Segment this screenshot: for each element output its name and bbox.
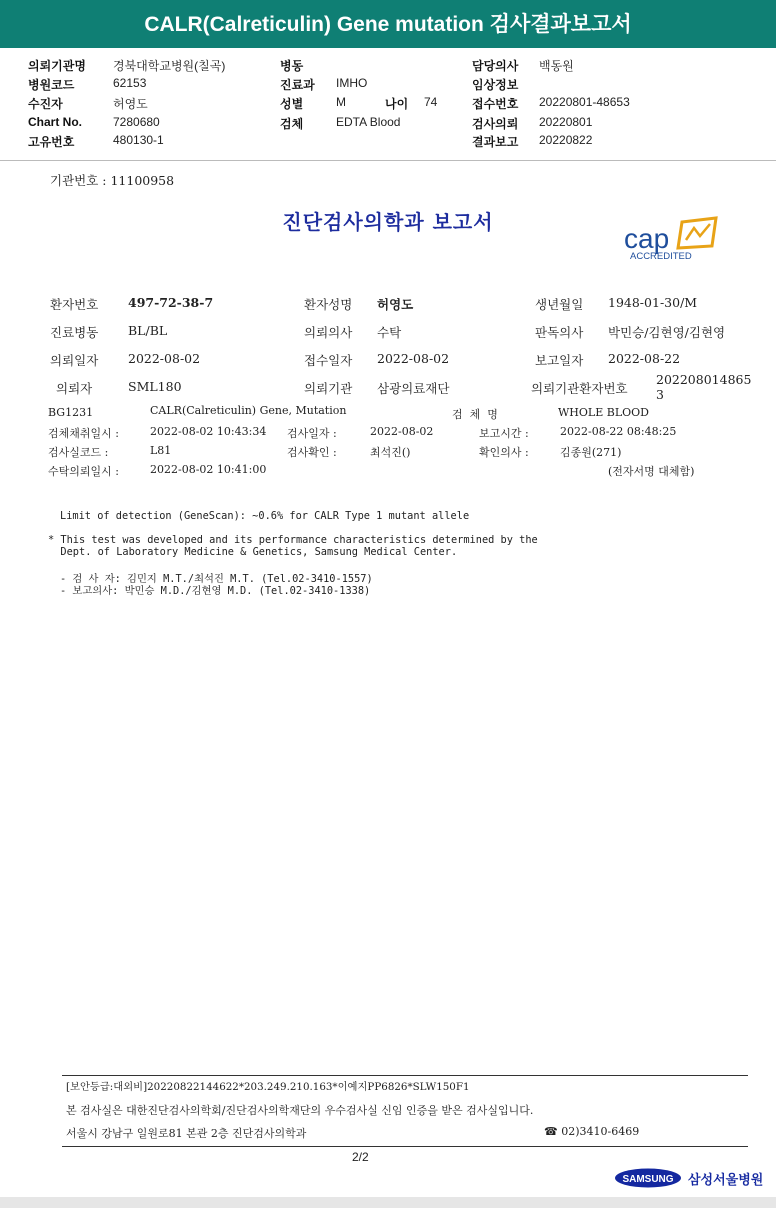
tester-info: - 검 사 자: 김민지 M.T./최석진 M.T. (Tel.02-3410-1557)	[60, 573, 373, 585]
label-chart-no: Chart No.	[28, 115, 82, 129]
label-lab-code: 검사실코드 :	[48, 446, 109, 459]
test-name: CALR(Calreticulin) Gene, Mutation	[150, 404, 347, 417]
value-requesting-agency: 삼광의료재단	[377, 381, 450, 396]
value-report-time: 2022-08-22 08:48:25	[560, 425, 677, 438]
value-request-date: 2022-08-02	[128, 351, 201, 366]
label-patient-no: 환자번호	[50, 297, 99, 312]
value-request-time: 2022-08-02 10:41:00	[150, 463, 267, 476]
value-receipt-no: 20220801-48653	[539, 95, 630, 109]
label-receipt-date: 접수일자	[304, 353, 353, 368]
development-note-line1: * This test was developed and its performance characteristics determined by the	[48, 534, 538, 546]
value-ward-room: BL/BL	[128, 323, 168, 338]
value-reading-doctor: 박민승/김현영/김현영	[608, 325, 726, 340]
samsung-logo-text: SAMSUNG	[622, 1174, 674, 1185]
value-chart-no: 7280680	[113, 115, 160, 129]
label-clinical-info: 임상정보	[472, 78, 519, 92]
lab-phone: ☎ 02)3410-6469	[544, 1125, 640, 1138]
label-sex: 성별	[280, 97, 304, 111]
lab-address: 서울시 강남구 일원로81 본관 2층 진단검사의학과	[66, 1127, 307, 1140]
institution-number: 기관번호 : 11100958	[50, 173, 175, 188]
value-agency-patient-no-line1: 202208014865	[656, 372, 752, 387]
electronic-signature-note: (전자서명 대체함)	[608, 465, 695, 478]
value-requesting-institution: 경북대학교병원(칠곡)	[113, 59, 226, 73]
label-requesting-institution: 의뢰기관명	[28, 59, 86, 73]
lab-report-title: 진단검사의학과 보고서	[282, 210, 494, 234]
value-specimen: EDTA Blood	[336, 115, 401, 129]
footer-divider-top	[62, 1075, 748, 1076]
label-collection-time: 검체채취일시 :	[48, 427, 119, 440]
value-patient-no: 497-72-38-7	[128, 295, 214, 310]
value-examinee: 허영도	[113, 97, 148, 111]
cap-accredited-logo	[620, 214, 730, 264]
label-agency-patient-no: 의뢰기관환자번호	[531, 381, 628, 396]
value-requesting-doctor: 수탁	[377, 325, 402, 340]
label-ward: 병동	[280, 59, 304, 73]
hospital-name: 삼성서울병원	[688, 1173, 764, 1188]
label-attending-doctor: 담당의사	[472, 59, 519, 73]
label-request-date: 의뢰일자	[50, 353, 99, 368]
footer-divider-bottom	[62, 1146, 748, 1147]
cap-logo-text: cap	[624, 223, 670, 254]
label-hospital-code: 병원코드	[28, 78, 75, 92]
page-bottom-band	[0, 1197, 776, 1208]
label-report-time: 보고시간 :	[479, 427, 529, 440]
value-result-report: 20220822	[539, 133, 593, 147]
label-specimen-name: 검 체 명	[452, 408, 498, 421]
value-test-confirm: 최석진()	[370, 446, 411, 459]
label-test-date: 검사일자 :	[287, 427, 337, 440]
reporter-info: - 보고의사: 박민승 M.D./김현영 M.D. (Tel.02-3410-1338)	[60, 585, 371, 597]
cap-logo-sub: ACCREDITED	[630, 251, 692, 262]
label-confirm-doctor: 확인의사 :	[479, 446, 529, 459]
value-lab-code: L81	[150, 444, 172, 457]
label-test-confirm: 검사확인 :	[287, 446, 337, 459]
label-department: 진료과	[280, 78, 315, 92]
label-examinee: 수진자	[28, 97, 63, 111]
value-patient-name: 허영도	[377, 297, 414, 312]
label-request-time: 수탁의뢰일시 :	[48, 465, 119, 478]
samsung-logo-icon	[614, 1168, 682, 1188]
test-code: BG1231	[48, 406, 94, 419]
label-specimen: 검체	[280, 117, 304, 131]
value-confirm-doctor: 김종원(271)	[560, 446, 622, 459]
label-requesting-agency: 의뢰기관	[304, 381, 353, 396]
label-requesting-doctor: 의뢰의사	[304, 325, 353, 340]
label-report-date: 보고일자	[535, 353, 584, 368]
value-specimen-name: WHOLE BLOOD	[558, 406, 649, 419]
security-info: [보안등급:대외비]20220822144622*203.249.210.163*이예지PP6826*SLW150F1	[66, 1081, 470, 1093]
cap-logo-icon	[620, 214, 730, 264]
label-reading-doctor: 판독의사	[535, 325, 584, 340]
header-divider	[0, 160, 776, 161]
label-result-report: 결과보고	[472, 135, 519, 149]
value-report-date: 2022-08-22	[608, 351, 681, 366]
value-attending-doctor: 백동원	[539, 59, 574, 73]
label-ward-room: 진료병동	[50, 325, 99, 340]
value-sex: M	[336, 95, 346, 109]
detection-limit-note: Limit of detection (GeneScan): ~0.6% for CALR Type 1 mutant allele	[60, 510, 470, 522]
value-test-request: 20220801	[539, 115, 593, 129]
report-title-bar: CALR(Calreticulin) Gene mutation 검사결과보고서	[0, 0, 776, 48]
samsung-logo	[614, 1168, 682, 1188]
page-number: 2/2	[352, 1150, 369, 1164]
label-test-request: 검사의뢰	[472, 117, 519, 131]
value-department: IMHO	[336, 76, 368, 90]
value-birthdate: 1948-01-30/M	[608, 295, 698, 310]
certification-statement: 본 검사실은 대한진단검사의학회/진단검사의학재단의 우수검사실 신임 인증을 받은 검사실입니다.	[66, 1104, 534, 1117]
value-receipt-date: 2022-08-02	[377, 351, 450, 366]
label-unique-no: 고유번호	[28, 135, 75, 149]
value-age: 74	[424, 95, 438, 109]
value-test-date: 2022-08-02	[370, 425, 434, 438]
value-agency-patient-no-line2: 3	[656, 387, 664, 402]
value-unique-no: 480130-1	[113, 133, 164, 147]
label-requester: 의뢰자	[56, 381, 93, 396]
label-patient-name: 환자성명	[304, 297, 353, 312]
label-birthdate: 생년월일	[535, 297, 584, 312]
value-hospital-code: 62153	[113, 76, 147, 90]
value-requester: SML180	[128, 379, 182, 394]
value-collection-time: 2022-08-02 10:43:34	[150, 425, 267, 438]
development-note-line2: Dept. of Laboratory Medicine & Genetics, Samsung Medical Center.	[48, 546, 458, 558]
label-receipt-no: 접수번호	[472, 97, 519, 111]
label-age: 나이	[385, 97, 409, 111]
